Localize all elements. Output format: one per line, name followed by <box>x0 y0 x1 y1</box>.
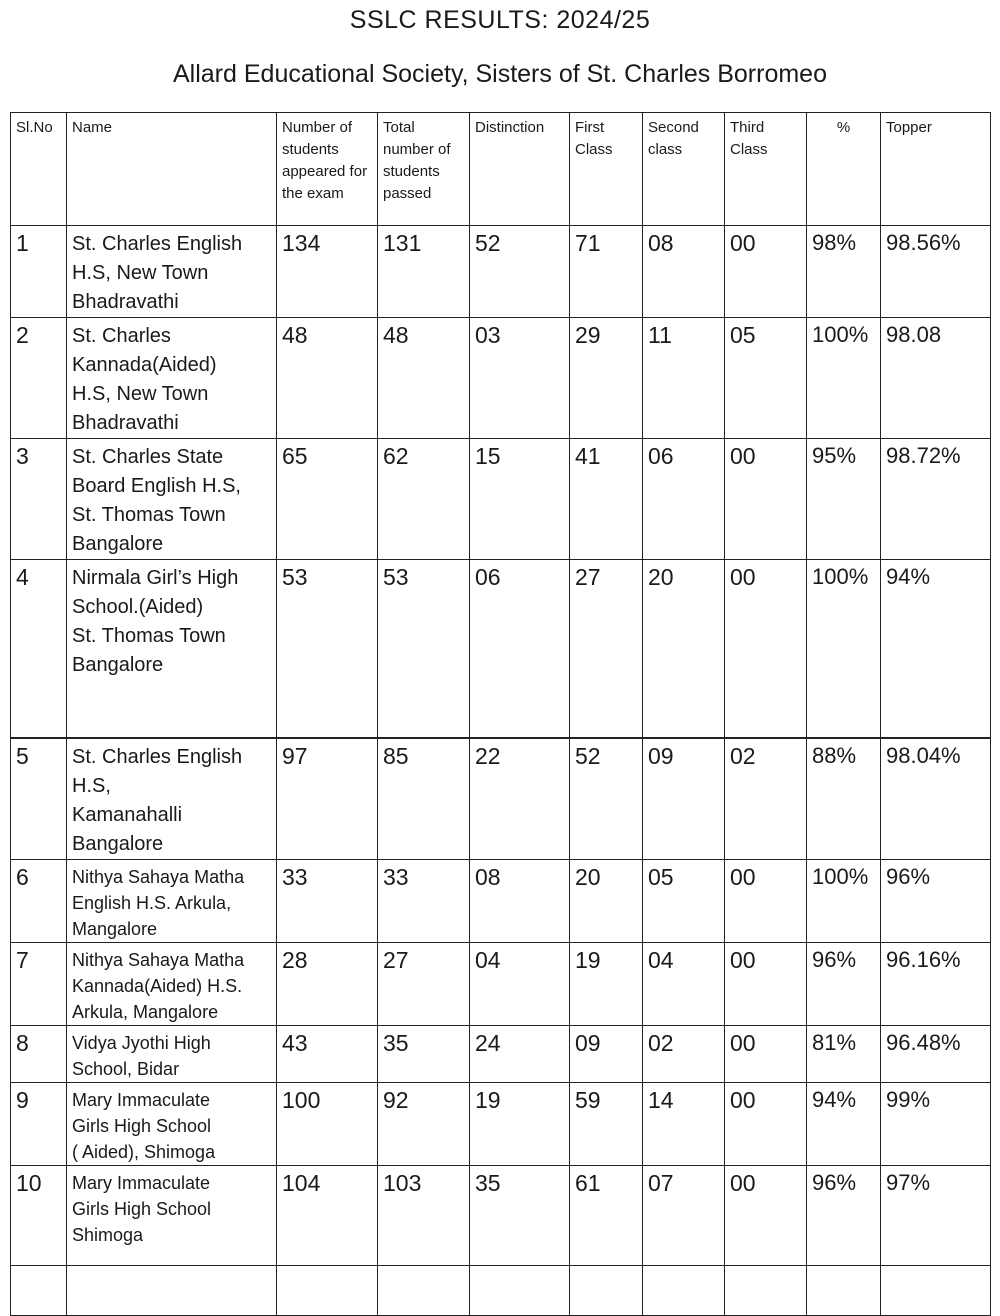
row-second-class: 14 <box>643 1083 725 1166</box>
row-distinction: 03 <box>470 318 570 439</box>
row-sl-no: 2 <box>11 318 67 439</box>
table-row <box>11 560 991 738</box>
row-sl-no: 5 <box>11 739 67 860</box>
row-topper: 99% <box>881 1083 991 1166</box>
row-first-class: 52 <box>570 739 643 860</box>
row-distinction: 19 <box>470 1083 570 1166</box>
row-percent: 88% <box>807 739 881 860</box>
row-school-name: Nithya Sahaya Matha English H.S. Arkula, Mangalore <box>67 860 277 943</box>
table-row <box>11 739 991 860</box>
row-second-class: 06 <box>643 439 725 560</box>
row-school-name: St. Charles State Board English H.S, St. Thomas Town Bangalore <box>67 439 277 560</box>
row-passed: 62 <box>378 439 470 560</box>
row-passed: 103 <box>378 1166 470 1266</box>
row-third-class: 00 <box>725 860 807 943</box>
table-row <box>11 1166 991 1266</box>
row-appeared: 33 <box>277 860 378 943</box>
row-third-class: 00 <box>725 1026 807 1083</box>
row-third-class: 00 <box>725 560 807 738</box>
empty-cell <box>277 1266 378 1316</box>
row-percent: 94% <box>807 1083 881 1166</box>
table-header-row <box>11 113 991 226</box>
row-school-name: St. Charles Kannada(Aided) H.S, New Town Bhadravathi <box>67 318 277 439</box>
row-second-class: 04 <box>643 943 725 1026</box>
table-row <box>11 1083 991 1166</box>
row-distinction: 06 <box>470 560 570 738</box>
row-school-name: Vidya Jyothi High School, Bidar <box>67 1026 277 1083</box>
empty-cell <box>570 1266 643 1316</box>
empty-cell <box>807 1266 881 1316</box>
empty-cell <box>67 1266 277 1316</box>
empty-cell <box>11 1266 67 1316</box>
row-sl-no: 4 <box>11 560 67 738</box>
row-topper: 96% <box>881 860 991 943</box>
row-school-name: Nirmala Girl’s High School.(Aided) St. Thomas Town Bangalore <box>67 560 277 738</box>
row-passed: 48 <box>378 318 470 439</box>
row-appeared: 43 <box>277 1026 378 1083</box>
row-appeared: 65 <box>277 439 378 560</box>
row-passed: 53 <box>378 560 470 738</box>
row-sl-no: 10 <box>11 1166 67 1266</box>
row-distinction: 52 <box>470 226 570 318</box>
row-sl-no: 9 <box>11 1083 67 1166</box>
results-table-part-1 <box>10 112 991 738</box>
row-topper: 96.16% <box>881 943 991 1026</box>
row-second-class: 11 <box>643 318 725 439</box>
header-topper: Topper <box>881 113 991 226</box>
row-second-class: 02 <box>643 1026 725 1083</box>
row-topper: 98.04% <box>881 739 991 860</box>
row-sl-no: 3 <box>11 439 67 560</box>
row-second-class: 07 <box>643 1166 725 1266</box>
row-passed: 92 <box>378 1083 470 1166</box>
row-school-name: St. Charles English H.S, Kamanahalli Bangalore <box>67 739 277 860</box>
row-percent: 96% <box>807 1166 881 1266</box>
table-row <box>11 860 991 943</box>
row-school-name: Mary Immaculate Girls High School ( Aided), Shimoga <box>67 1083 277 1166</box>
row-appeared: 104 <box>277 1166 378 1266</box>
empty-cell <box>378 1266 470 1316</box>
row-appeared: 53 <box>277 560 378 738</box>
row-topper: 94% <box>881 560 991 738</box>
row-topper: 97% <box>881 1166 991 1266</box>
header-first-class: First Class <box>570 113 643 226</box>
row-third-class: 00 <box>725 226 807 318</box>
empty-cell <box>725 1266 807 1316</box>
table-row-empty <box>11 1266 991 1316</box>
row-second-class: 08 <box>643 226 725 318</box>
table-row <box>11 226 991 318</box>
row-first-class: 09 <box>570 1026 643 1083</box>
row-third-class: 05 <box>725 318 807 439</box>
row-first-class: 20 <box>570 860 643 943</box>
row-second-class: 09 <box>643 739 725 860</box>
row-distinction: 24 <box>470 1026 570 1083</box>
row-sl-no: 7 <box>11 943 67 1026</box>
row-third-class: 00 <box>725 943 807 1026</box>
row-second-class: 20 <box>643 560 725 738</box>
row-first-class: 27 <box>570 560 643 738</box>
row-passed: 33 <box>378 860 470 943</box>
page-subtitle: Allard Educational Society, Sisters of St. Charles Borromeo <box>173 60 827 88</box>
row-school-name: St. Charles English H.S, New Town Bhadravathi <box>67 226 277 318</box>
row-first-class: 59 <box>570 1083 643 1166</box>
empty-cell <box>881 1266 991 1316</box>
results-table-part-2 <box>10 738 991 1316</box>
row-third-class: 02 <box>725 739 807 860</box>
table-row <box>11 1026 991 1083</box>
row-topper: 98.08 <box>881 318 991 439</box>
row-passed: 85 <box>378 739 470 860</box>
row-topper: 98.72% <box>881 439 991 560</box>
row-first-class: 61 <box>570 1166 643 1266</box>
row-percent: 81% <box>807 1026 881 1083</box>
row-percent: 100% <box>807 860 881 943</box>
row-percent: 100% <box>807 318 881 439</box>
row-distinction: 15 <box>470 439 570 560</box>
header-percent: % <box>807 113 881 226</box>
table-row <box>11 318 991 439</box>
empty-cell <box>643 1266 725 1316</box>
row-topper: 96.48% <box>881 1026 991 1083</box>
header-passed: Total number of students passed <box>378 113 470 226</box>
row-first-class: 19 <box>570 943 643 1026</box>
row-first-class: 71 <box>570 226 643 318</box>
row-third-class: 00 <box>725 439 807 560</box>
row-percent: 98% <box>807 226 881 318</box>
table-row <box>11 943 991 1026</box>
row-third-class: 00 <box>725 1083 807 1166</box>
row-topper: 98.56% <box>881 226 991 318</box>
row-school-name: Nithya Sahaya Matha Kannada(Aided) H.S. Arkula, Mangalore <box>67 943 277 1026</box>
row-sl-no: 8 <box>11 1026 67 1083</box>
header-distinction: Distinction <box>470 113 570 226</box>
header-second-class: Second class <box>643 113 725 226</box>
header-sl-no: Sl.No <box>11 113 67 226</box>
row-passed: 131 <box>378 226 470 318</box>
row-appeared: 134 <box>277 226 378 318</box>
row-distinction: 22 <box>470 739 570 860</box>
row-passed: 27 <box>378 943 470 1026</box>
row-distinction: 35 <box>470 1166 570 1266</box>
header-appeared: Number of students appeared for the exam <box>277 113 378 226</box>
row-appeared: 48 <box>277 318 378 439</box>
row-percent: 100% <box>807 560 881 738</box>
table-row <box>11 439 991 560</box>
row-first-class: 41 <box>570 439 643 560</box>
row-sl-no: 6 <box>11 860 67 943</box>
empty-cell <box>470 1266 570 1316</box>
row-first-class: 29 <box>570 318 643 439</box>
row-second-class: 05 <box>643 860 725 943</box>
header-third-class: Third Class <box>725 113 807 226</box>
row-percent: 96% <box>807 943 881 1026</box>
row-distinction: 08 <box>470 860 570 943</box>
row-distinction: 04 <box>470 943 570 1026</box>
row-appeared: 100 <box>277 1083 378 1166</box>
row-passed: 35 <box>378 1026 470 1083</box>
row-school-name: Mary Immaculate Girls High School Shimoga <box>67 1166 277 1266</box>
row-appeared: 97 <box>277 739 378 860</box>
header-name: Name <box>67 113 277 226</box>
row-third-class: 00 <box>725 1166 807 1266</box>
page-title: SSLC RESULTS: 2024/25 <box>349 6 651 34</box>
row-sl-no: 1 <box>11 226 67 318</box>
row-appeared: 28 <box>277 943 378 1026</box>
row-percent: 95% <box>807 439 881 560</box>
